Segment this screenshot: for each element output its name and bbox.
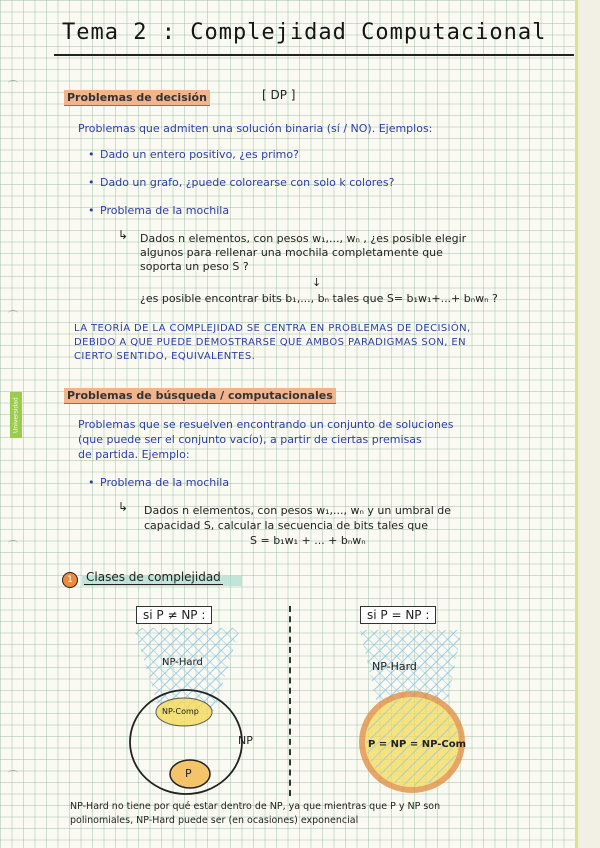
decision-knapsack-2: algunos para rellenar una mochila completamente que [140, 246, 443, 259]
decision-bullet-3: Problema de la mochila [100, 204, 230, 217]
bullet-icon: • [88, 476, 95, 489]
classes-heading: Clases de complejidad [86, 570, 221, 584]
hook-arrow-icon: ↳ [118, 500, 129, 514]
bullet-icon: • [88, 204, 95, 217]
decision-bullet-1: Dado un entero positivo, ¿es primo? [100, 148, 299, 161]
right-equal-label: P = NP = NP-Com [368, 739, 467, 750]
left-np-label: NP [238, 734, 253, 747]
decision-heading: Problemas de decisión [64, 90, 210, 106]
search-heading: Problemas de búsqueda / computacionales [64, 388, 336, 404]
search-bullet: Problema de la mochila [100, 476, 230, 489]
search-knapsack-2: capacidad S, calcular la secuencia de bits tales que [144, 519, 429, 532]
left-condition-box: si P ≠ NP : [136, 606, 212, 624]
search-intro-1: Problemas que se resuelven encontrando un conjunto de soluciones [78, 418, 454, 431]
search-intro-2: (que puede ser el conjunto vacío), a partir de ciertas premisas [78, 433, 422, 446]
hook-arrow-icon: ↳ [118, 228, 129, 242]
decision-knapsack-1: Dados n elementos, con pesos w₁,..., wₙ , ¿es posible elegir [140, 232, 467, 245]
search-knapsack-1: Dados n elementos, con pesos w₁,..., wₙ y un umbral de [144, 504, 452, 517]
left-np-comp-label: NP-Comp [162, 707, 199, 716]
page-title: Tema 2 : Complejidad Computacional [62, 20, 547, 45]
side-tab: Universidad [10, 392, 22, 438]
down-arrow-icon: ↓ [312, 276, 322, 289]
note-line-1: NP-Hard no tiene por qué estar dentro de NP, ya que mientras que P y NP son [70, 801, 441, 812]
left-p-label: P [185, 767, 192, 780]
decision-bits: ¿es posible encontrar bits b₁,..., bₙ tales que S= b₁w₁+...+ bₙwₙ ? [140, 292, 498, 305]
theory-line-1: LA TEORÍA DE LA COMPLEJIDAD SE CENTRA EN PROBLEMAS DE DECISIÓN, [74, 323, 471, 334]
decision-intro: Problemas que admiten una solución binaria (sí / NO). Ejemplos: [78, 122, 433, 135]
note-line-2: polinomiales, NP-Hard puede ser (en ocasiones) exponencial [70, 815, 359, 826]
bullet-icon: • [88, 176, 95, 189]
right-np-hard-label: NP-Hard [372, 660, 417, 673]
left-np-hard-label: NP-Hard [162, 657, 203, 668]
section-number: 1 [62, 572, 78, 588]
bullet-icon: • [88, 148, 95, 161]
theory-line-2: DEBIDO A QUE PUEDE DEMOSTRARSE QUE AMBOS PARADIGMAS SON, EN [74, 337, 467, 348]
theory-line-3: CIERTO SENTIDO, EQUIVALENTES. [74, 351, 256, 362]
decision-bullet-2: Dado un grafo, ¿puede colorearse con solo k colores? [100, 176, 395, 189]
search-knapsack-3: S = b₁w₁ + ... + bₙwₙ [250, 534, 366, 547]
right-condition-box: si P = NP : [360, 606, 436, 624]
decision-knapsack-3: soporta un peso S ? [140, 260, 249, 273]
search-intro-3: de partida. Ejemplo: [78, 448, 190, 461]
decision-tag: [ DP ] [262, 88, 296, 102]
